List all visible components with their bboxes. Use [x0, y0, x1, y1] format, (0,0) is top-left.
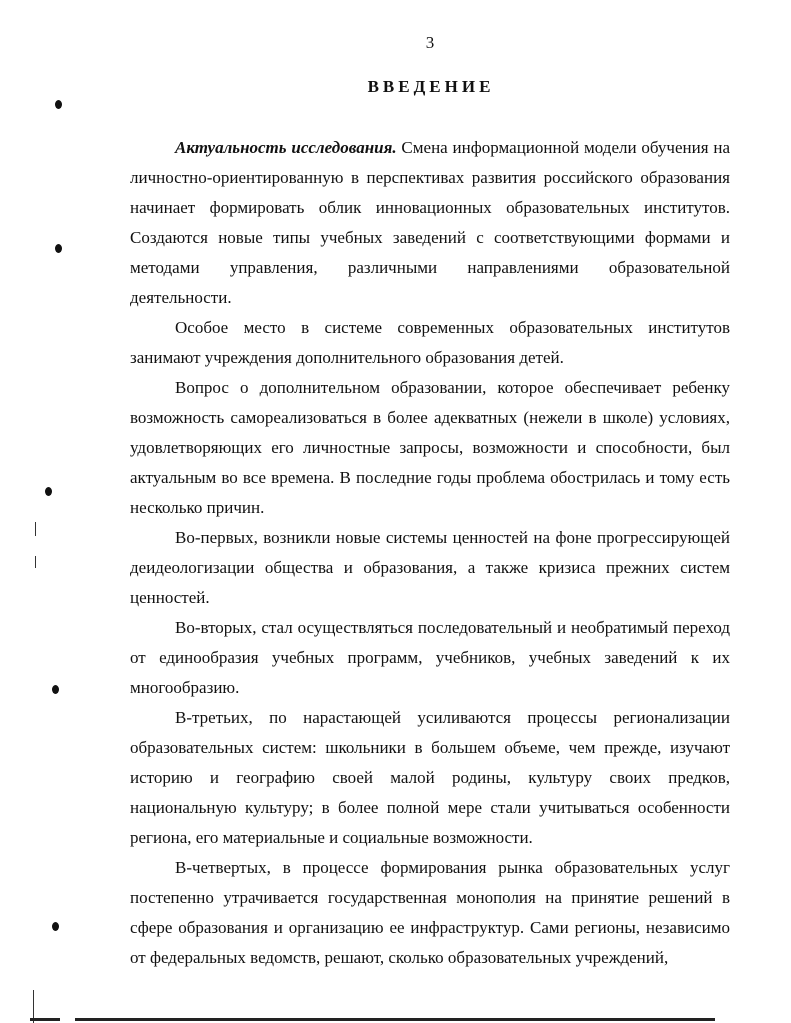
paragraph-text: Смена информационной модели обучения на личностно-ориентированную в перспективах развития российского образования начинает формировать облик инновационных образовательных институтов. Создаются новые типы учебных заведений с соответствующими формами и методами управления, различными направлениями образовательной деятельности.	[130, 138, 730, 307]
paragraph-third-reason: В-третьих, по нарастающей усиливаются процессы регионализации образовательных систем: школьники в большем объеме, чем прежде, изучают историю и географию своей малой родины, культуру своих предков, национальную культуру; в более полной мере стали учитываться особенности региона, его материальные и социальные возможности.	[130, 708, 730, 847]
binder-hole-mark	[52, 922, 59, 931]
binder-hole-mark	[45, 487, 52, 496]
paragraph-second-reason: Во-вторых, стал осуществляться последовательный и необратимый переход от единообразия учебных программ, учебников, учебных заведений к их многообразию.	[130, 618, 730, 697]
paragraph-fourth-reason: В-четвертых, в процессе формирования рынка образовательных услуг постепенно утрачивается государственная монополия на принятие решений в сфере образования и организацию ее инфраструктур. Сами регионы, независимо от федеральных ведомств, решают, сколько образовательных учреждений,	[130, 858, 730, 967]
bottom-edge-line	[30, 1018, 60, 1021]
paragraph-relevance	[130, 133, 730, 313]
page-number: 3	[425, 33, 435, 52]
binder-hole-mark	[55, 244, 62, 253]
page-heading: ВВЕДЕНИЕ	[367, 77, 495, 96]
bottom-edge-line	[75, 1018, 715, 1021]
paragraph-first-reason: Во-первых, возникли новые системы ценностей на фоне прогрессирующей деидеологизации общества и образования, а также кризиса прежних систем ценностей.	[130, 528, 730, 607]
scan-artifact	[35, 522, 36, 536]
scan-artifact	[35, 556, 36, 568]
binder-hole-mark	[55, 100, 62, 109]
paragraph-special-place: Особое место в системе современных образовательных институтов занимают учреждения дополнительного образования детей.	[130, 318, 730, 367]
binder-hole-mark	[52, 685, 59, 694]
body-text	[130, 133, 730, 973]
paragraph-question: Вопрос о дополнительном образовании, которое обеспечивает ребенку возможность самореализоваться в более адекватных (нежели в школе) условиях, удовлетворяющих его личностные запросы, возможности и способности, был актуальным во все времена. В последние годы проблема обострилась и тому есть несколько причин.	[130, 378, 730, 517]
paragraph-lead: Актуальность исследования.	[175, 138, 397, 157]
